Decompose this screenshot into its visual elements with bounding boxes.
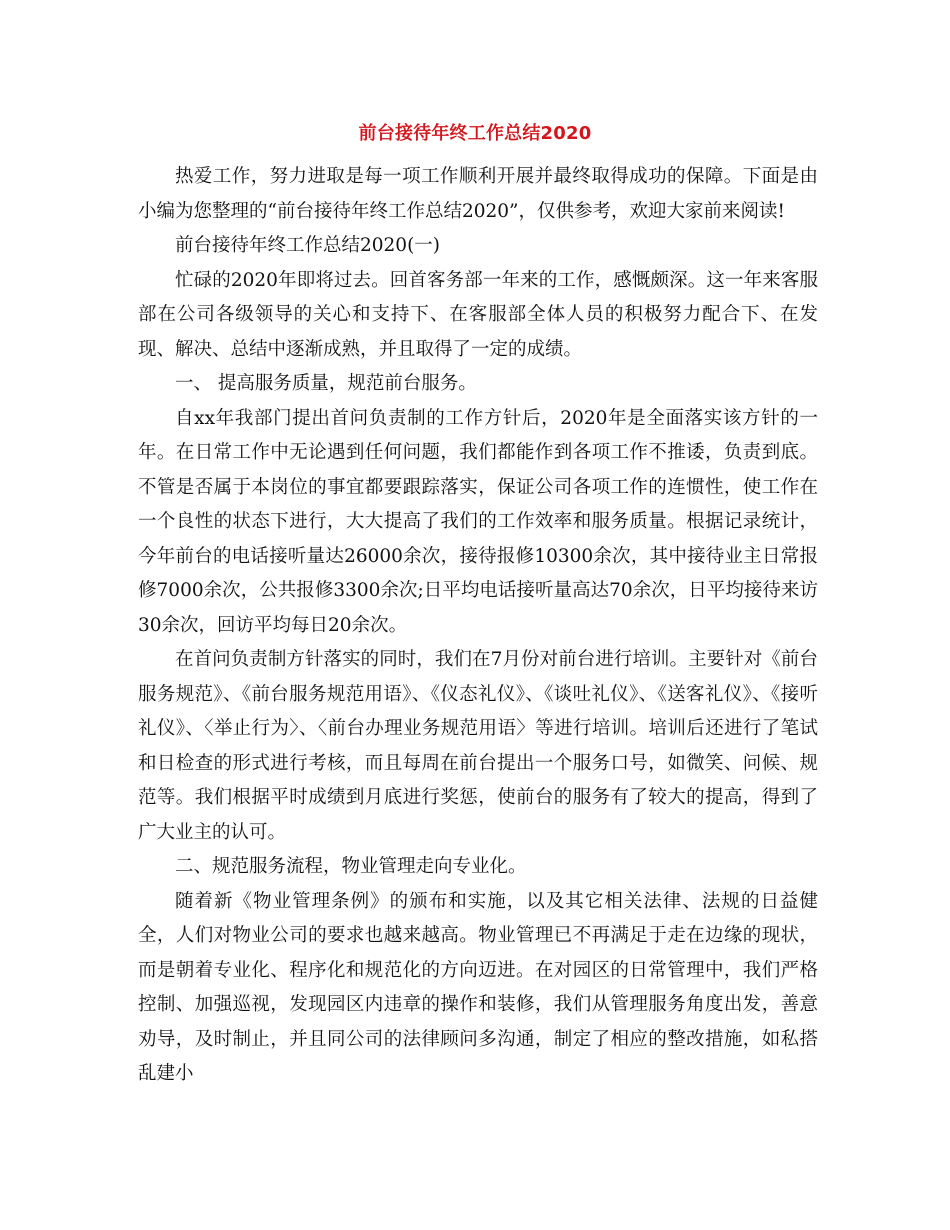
service-process-paragraph: 随着新《物业管理条例》的颁布和实施，以及其它相关法律、法规的日益健全，人们对物业公司的要求也越来越高。物业管理已不再满足于走在边缘的现状，而是朝着专业化、程序化和规范化的方向迈进。在对园区的日常管理中，我们严格控制、加强巡视，发现园区内违章的操作和装修，我们从管理服务角度出发，善意劝导，及时制止，并且同公司的法律顾问多沟通，制定了相应的整改措施，如私搭乱建小: [138, 890, 818, 1084]
service-quality-paragraph: 自xx年我部门提出首问负责制的工作方针后，2020年是全面落实该方针的一年。在日常工作中无论遇到任何问题，我们都能作到各项工作不推诿，负责到底。不管是否属于本岗位的事宜都要跟踪落实，保证公司各项工作的连惯性，使工作在一个良性的状态下进行，大大提高了我们的工作效率和服务质量。根据记录统计，今年前台的电话接听量达26000余次，接待报修10300余次，其中接待业主日常报修7000余次，公共报修3300余次;日平均电话接听量高达70余次，日平均接待来访30余次，回访平均每日20余次。: [138, 407, 818, 636]
training-paragraph: 在首问负责制方针落实的同时，我们在7月份对前台进行培训。主要针对《前台服务规范》、《前台服务规范用语》、《仪态礼仪》、《谈吐礼仪》、《送客礼仪》、《接听礼仪》、〈举止行为〉、〈前台办理业务规范用语〉等进行培训。培训后还进行了笔试和日检查的形式进行考核，而且每周在前台提出一个服务口号，如微笑、问候、规范等。我们根据平时成绩到月底进行奖惩，使前台的服务有了较大的提高，得到了广大业主的认可。: [138, 649, 818, 843]
intro-paragraph: 热爱工作，努力进取是每一项工作顺利开展并最终取得成功的保障。下面是由小编为您整理的“前台接待年终工作总结2020”，仅供参考，欢迎大家前来阅读!: [138, 166, 818, 222]
document-body: [138, 160, 818, 1092]
section-heading-part-one: 前台接待年终工作总结2020(一): [175, 235, 441, 256]
document-title: 前台接待年终工作总结2020: [358, 123, 592, 144]
section-heading-service-process: 二、规范服务流程，物业管理走向专业化。: [175, 856, 527, 877]
overview-paragraph: 忙碌的2020年即将过去。回首客务部一年来的工作，感慨颇深。这一年来客服部在公司各级领导的关心和支持下、在客服部全体人员的积极努力配合下、在发现、解决、总结中逐渐成熟，并且取得了一定的成绩。: [138, 269, 818, 360]
section-heading-service-quality: 一、 提高服务质量，规范前台服务。: [175, 373, 477, 394]
